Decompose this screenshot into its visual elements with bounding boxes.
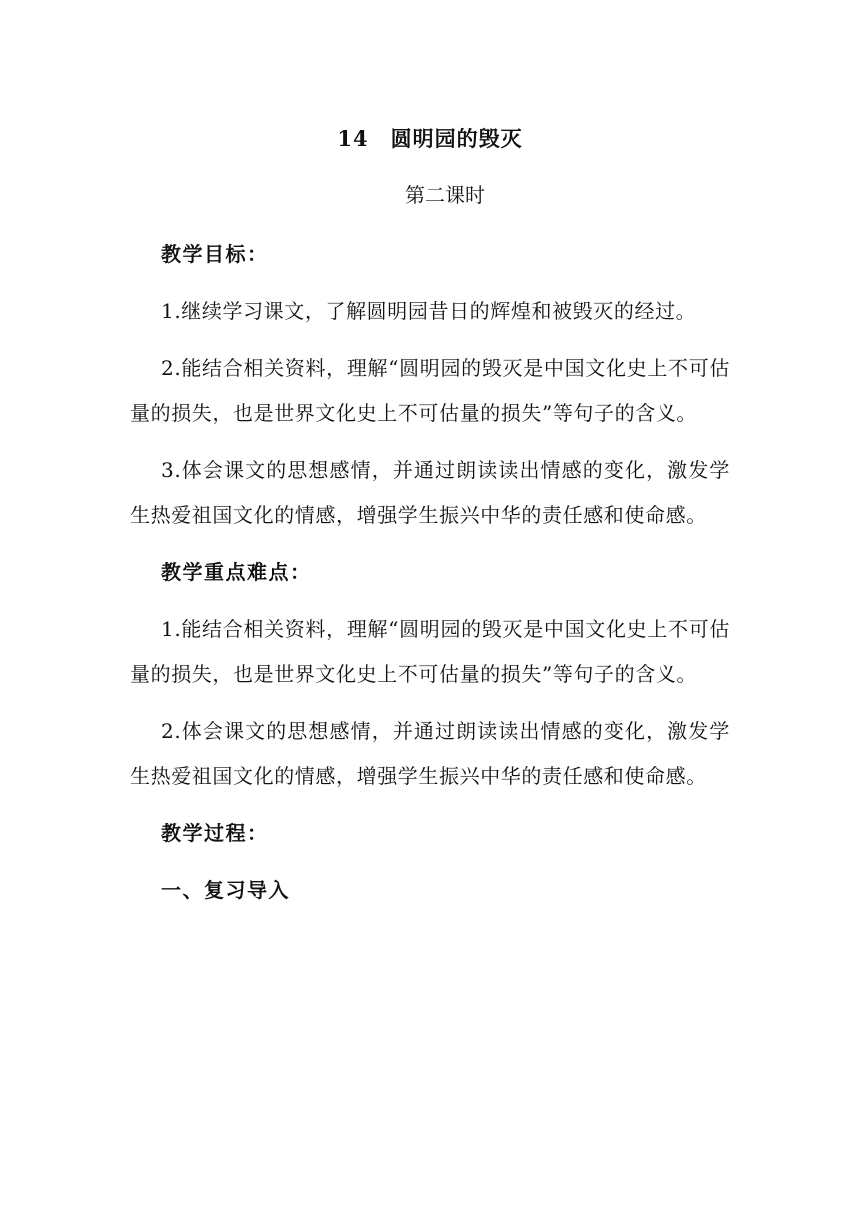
section-heading-objectives: 教学目标：: [161, 242, 269, 266]
section-heading-process: 教学过程：: [161, 821, 269, 845]
lesson-subtitle: 第二课时: [405, 183, 485, 207]
objective-item-1: 1.继续学习课文，了解圆明园昔日的辉煌和被毁灭的经过。: [161, 299, 697, 323]
objective-item-3: 3.体会课文的思想感情，并通过朗读读出情感的变化，激发学生热爱祖国文化的情感，增强学生振兴中华的责任感和使命感。: [130, 458, 730, 527]
key-point-item-1: 1.能结合相关资料，理解“圆明园的毁灭是中国文化史上不可估量的损失，也是世界文化史上不可估量的损失”等句子的含义。: [130, 617, 730, 686]
key-point-item-2: 2.体会课文的思想感情，并通过朗读读出情感的变化，激发学生热爱祖国文化的情感，增强学生振兴中华的责任感和使命感。: [130, 719, 730, 788]
lesson-title-text: 圆明园的毁灭: [390, 126, 523, 151]
section-heading-review: 一、复习导入: [161, 878, 290, 902]
objective-item-2: 2.能结合相关资料，理解“圆明园的毁灭是中国文化史上不可估量的损失，也是世界文化史上不可估量的损失”等句子的含义。: [130, 356, 730, 425]
lesson-number: 14: [337, 126, 369, 151]
document-body: [130, 232, 730, 913]
lesson-title: [0, 124, 860, 154]
section-heading-key-points: 教学重点难点：: [161, 560, 312, 584]
